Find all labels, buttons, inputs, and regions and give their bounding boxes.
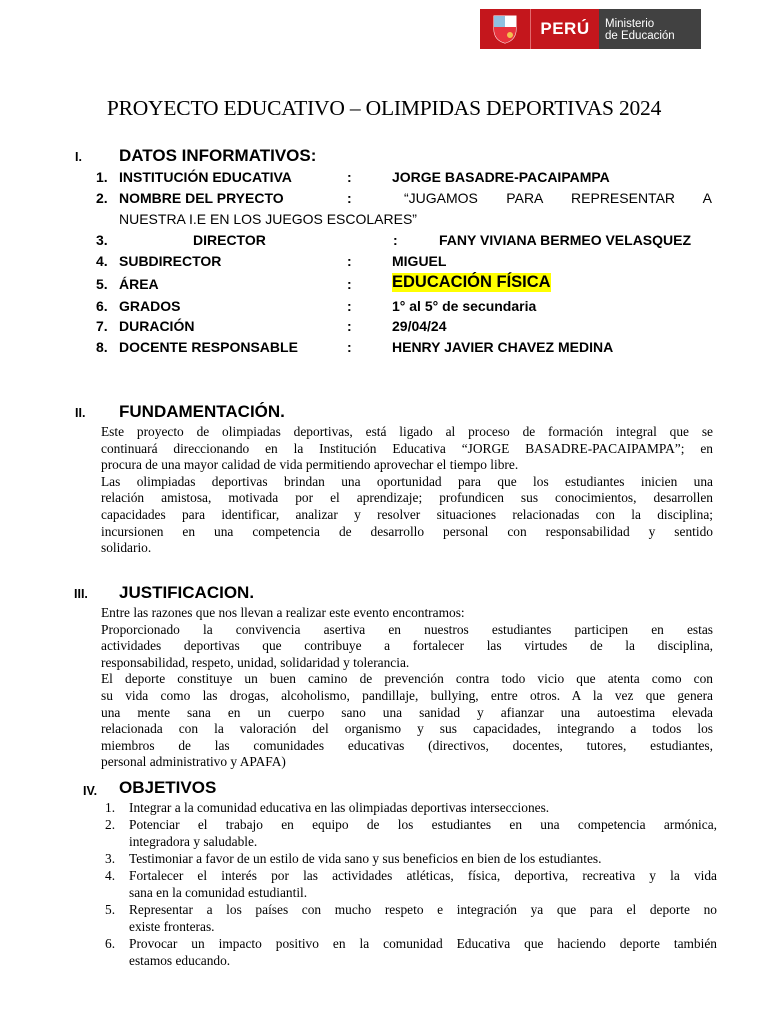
item-text: Provocar un impacto positivo en la comunidad Educativa que haciendo deporte también [129,936,717,951]
item-number: 2. [96,190,108,206]
justificacion-paragraph [101,605,713,771]
paragraph-line: miembros de las comunidades educativas (directivos, docentes, tutores, estudiantes, [101,737,713,753]
item-value-continued: NUESTRA I.E EN LOS JUEGOS ESCOLARES” [119,211,417,227]
item-number: 5. [105,902,116,917]
item-colon: : [347,169,352,185]
item-text: Fortalecer el interés por las actividades atléticas, física, deportiva, recreativa y la vida [129,868,717,883]
item-number: 3. [105,851,116,866]
item-text: integradora y saludable. [129,833,258,849]
objetivo-item [105,800,717,817]
item-number: 5. [96,276,108,292]
section-heading-objetivos: OBJETIVOS [119,778,217,797]
item-text: Testimoniar a favor de un estilo de vida sano y sus beneficios en bien de los estudiantes. [129,851,602,866]
section-heading-datos: DATOS INFORMATIVOS: [119,146,317,165]
item-value: 1° al 5° de secundaria [392,298,537,314]
item-value: HENRY JAVIER CHAVEZ MEDINA [392,339,614,355]
objetivo-item [105,936,717,970]
section-number: I. [75,150,82,164]
item-colon: : [347,298,352,314]
item-number: 6. [96,298,108,314]
item-number: 1. [96,169,108,185]
section-heading-justificacion: JUSTIFICACION. [119,583,255,602]
item-label: SUBDIRECTOR [119,253,222,269]
item-text: Potenciar el trabajo en equipo de los estudiantes en una competencia armónica, [129,817,717,832]
item-label: GRADOS [119,298,181,314]
item-colon: : [347,276,352,292]
item-number: 7. [96,318,108,334]
datos-item [96,275,716,295]
paragraph-line: su vida como las drogas, alcoholismo, pandillaje, bullying, entre otros. A la vez que genera [101,687,713,703]
datos-item [96,232,716,250]
datos-item [96,190,716,208]
paragraph-line: Proporcionado la convivencia asertiva en nuestros estudiantes participen en estas [101,621,713,637]
paragraph-line: actividades deportivas que contribuye a fortalecer las virtudes de la disciplina, [101,638,713,654]
datos-item [96,298,716,316]
item-number: 1. [105,800,116,815]
ministry-line-1: Ministerio [605,18,655,30]
paragraph-line: relación amistosa, motivada por el aprendizaje; profundicen sus conocimientos, desarrollen [101,490,713,506]
paragraph-line: incursionen en una competencia de desarrollo personal con responsabilidad y sentido [101,523,713,539]
item-value: JORGE BASADRE-PACAIPAMPA [392,169,610,185]
country-label: PERÚ [530,9,599,49]
item-number: 3. [96,232,108,248]
item-colon: : [347,339,352,355]
document-title: PROYECTO EDUCATIVO – OLIMPIDAS DEPORTIVAS 2024 [106,96,662,120]
item-number: 4. [105,868,116,883]
item-text: Integrar a la comunidad educativa en las olimpiadas deportivas intersecciones. [129,800,550,815]
item-label: ÁREA [119,276,159,292]
item-text: existe fronteras. [129,918,215,934]
item-colon: : [347,190,352,206]
paragraph-line: personal administrativo y APAFA) [101,754,286,770]
ministry-logo [480,9,701,49]
item-value: “JUGAMOS PARA REPRESENTAR A [404,190,712,206]
item-label: DURACIÓN [119,318,195,334]
datos-item [96,253,716,271]
paragraph-line: responsabilidad, respeto, unidad, solidaridad y tolerancia. [101,654,410,670]
item-number: 4. [96,253,108,269]
ministry-name [599,9,701,49]
item-text: Representar a los países con mucho respeto e integración ya que para el deporte no [129,902,717,917]
fundamentacion-paragraph [101,424,713,557]
item-label: DIRECTOR [193,232,266,248]
item-value: FANY VIVIANA BERMEO VELASQUEZ [439,232,692,248]
paragraph-line: relacionada con la valoración del organismo y sus capacidades, integrando a todos los [101,721,713,737]
objetivo-item [105,902,717,936]
item-number: 8. [96,339,108,355]
datos-item [96,318,716,336]
section-number: III. [74,587,88,601]
paragraph-line: Entre las razones que nos llevan a realizar este evento encontramos: [101,605,465,620]
item-number: 2. [105,817,116,832]
ministry-line-2: de Educación [605,30,675,42]
item-label: INSTITUCIÓN EDUCATIVA [119,169,292,185]
objetivo-item [105,868,717,902]
paragraph-line: capacidades para identificar, analizar y resolver situaciones relacionadas con la disciplina; [101,506,713,522]
item-label: NOMBRE DEL PRYECTO [119,190,284,206]
item-text: sana en la comunidad estudiantil. [129,884,308,900]
coat-of-arms-icon [480,9,530,49]
objetivo-item [105,817,717,851]
item-text: estamos educando. [129,952,231,968]
paragraph-line: procura de una mayor calidad de vida permitiendo aprovechar el tiempo libre. [101,457,519,473]
paragraph-line: Las olimpiadas deportivas brindan una oportunidad para que los estudiantes inicien una [101,473,713,489]
paragraph-line: Este proyecto de olimpiadas deportivas, está ligado al proceso de formación integral que se [101,424,713,439]
paragraph-line: El deporte constituye un buen camino de prevención contra todo vicio que atenta como con [101,671,713,687]
item-colon: : [393,232,398,248]
paragraph-line: una mente sana en un cuerpo sano una sanidad y afianzar una autoestima elevada [101,704,713,720]
paragraph-line: continuará direccionando en la Institución Educativa “JORGE BASADRE-PACAIPAMPA”; en [101,440,713,456]
item-colon: : [347,253,352,269]
item-label: DOCENTE RESPONSABLE [119,339,298,355]
section-number: IV. [83,784,98,798]
item-colon: : [347,318,352,334]
item-value-highlighted: EDUCACIÓN FÍSICA [392,273,551,291]
item-number: 6. [105,936,116,951]
section-heading-fundamentacion: FUNDAMENTACIÓN. [119,402,285,421]
item-value: 29/04/24 [392,318,447,334]
datos-item [96,169,716,187]
objetivo-item [105,851,717,868]
item-value: MIGUEL [392,253,447,269]
section-number: II. [75,406,86,420]
paragraph-line: solidario. [101,540,152,556]
datos-item [96,339,716,357]
